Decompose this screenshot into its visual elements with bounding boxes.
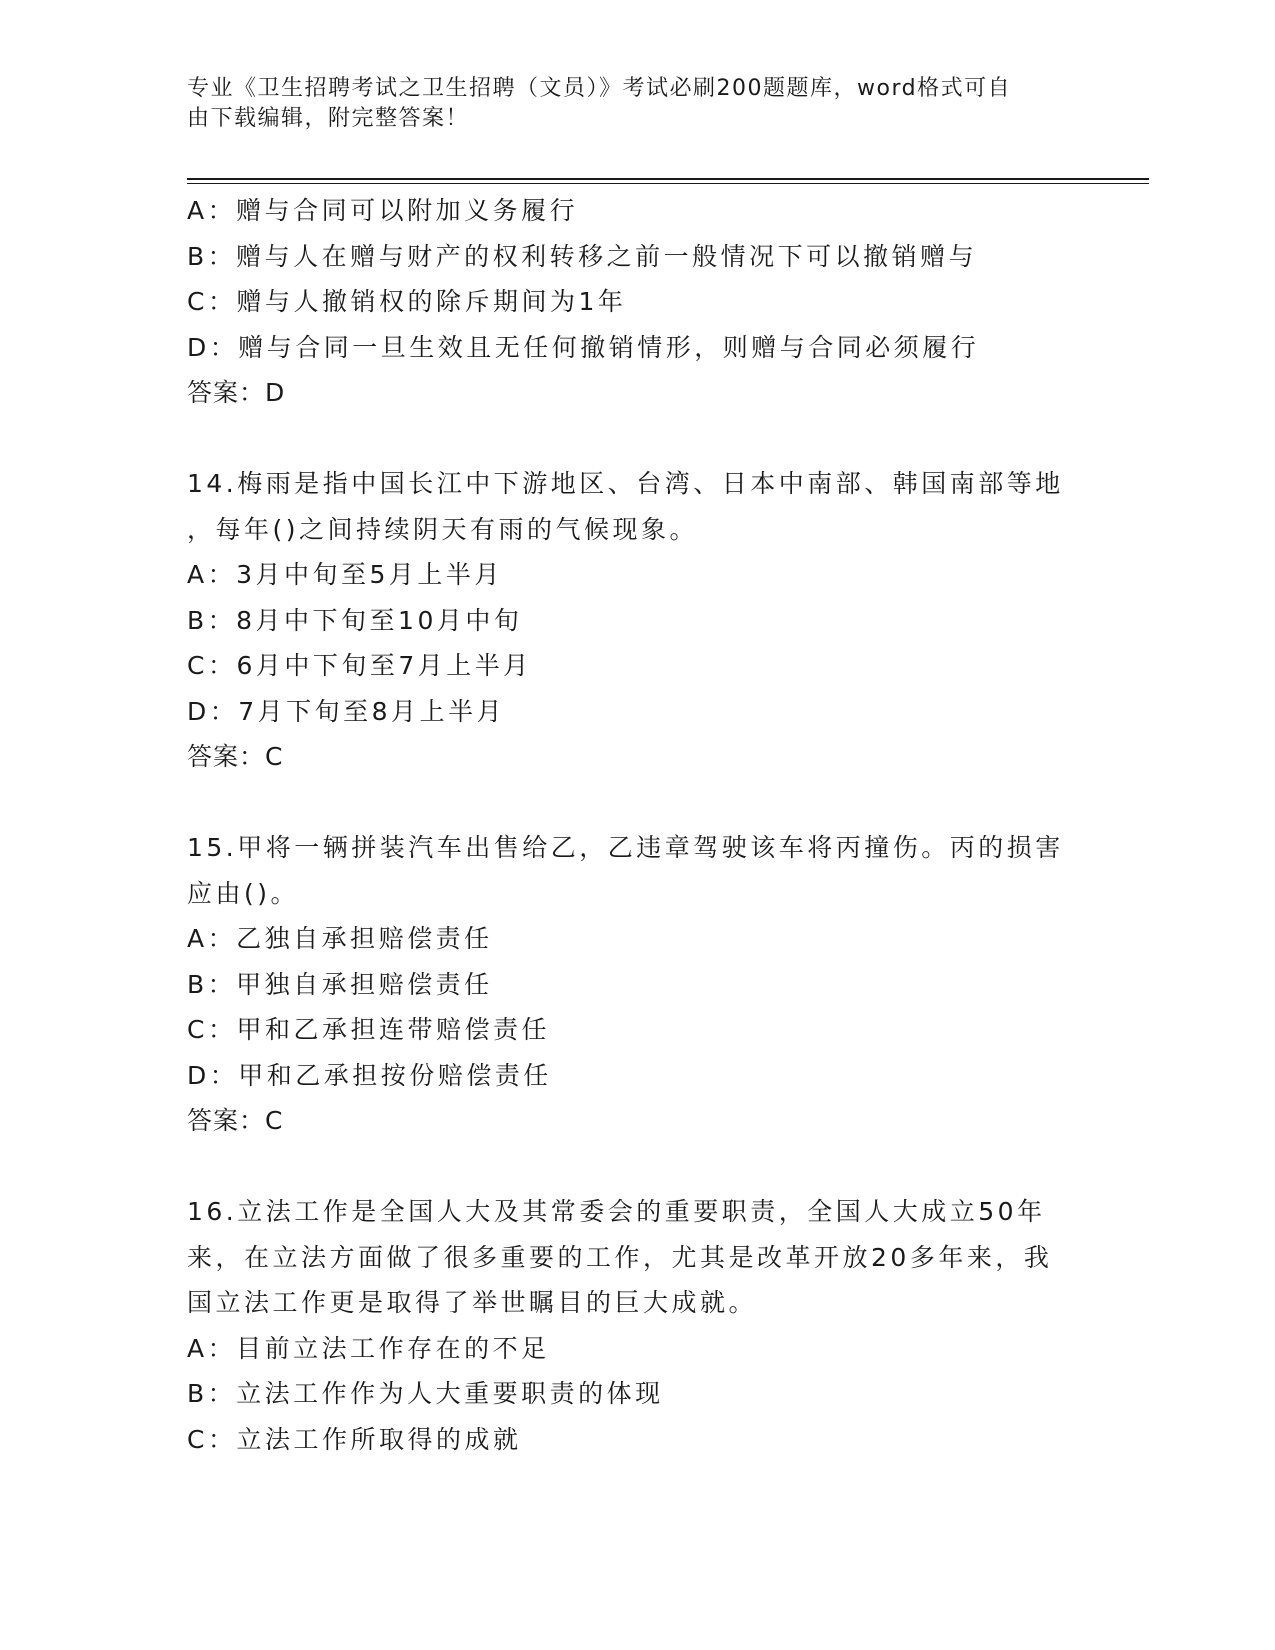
question-stem-line: 应由()。 xyxy=(187,878,300,908)
option-d: D：7月下旬至8月上半月 xyxy=(187,696,506,726)
answer: 答案：D xyxy=(187,378,286,407)
option-a: A：目前立法工作存在的不足 xyxy=(187,1333,550,1363)
spacer xyxy=(187,780,1087,826)
answer: 答案：C xyxy=(187,1106,284,1135)
question-stem-line: 国立法工作更是取得了举世瞩目的巨大成就。 xyxy=(187,1288,758,1317)
option-c: C：赠与人撤销权的除斥期间为1年 xyxy=(187,287,627,316)
question-stem-line: 16.立法工作是全国人大及其常委会的重要职责，全国人大成立50年 xyxy=(187,1197,1046,1226)
option-a: A：赠与合同可以附加义务履行 xyxy=(187,196,579,225)
option-b: B：甲独自承担赔偿责任 xyxy=(187,969,493,999)
question-list xyxy=(187,188,1087,1462)
option-c: C：甲和乙承担连带赔偿责任 xyxy=(187,1015,550,1044)
option-b: B：赠与人在赠与财产的权利转移之前一般情况下可以撤销赠与 xyxy=(187,241,978,271)
question-stem-line: 14.梅雨是指中国长江中下游地区、台湾、日本中南部、韩国南部等地 xyxy=(187,469,1064,498)
header-line-2: 由下载编辑，附完整答案！ xyxy=(187,106,470,131)
question-13 xyxy=(187,188,1087,416)
question-stem-line: 15.甲将一辆拼装汽车出售给乙，乙违章驾驶该车将丙撞伤。丙的损害 xyxy=(187,833,1064,862)
header-rule-thick xyxy=(187,178,1149,180)
spacer xyxy=(187,1144,1087,1190)
question-16 xyxy=(187,1189,1087,1462)
option-d: D：赠与合同一旦生效且无任何撤销情形，则赠与合同必须履行 xyxy=(187,332,980,362)
option-a: A：乙独自承担赔偿责任 xyxy=(187,924,493,953)
header-line-1: 专业《卫生招聘考试之卫生招聘（文员）》考试必刷200题题库，word格式可自 xyxy=(187,76,1012,101)
spacer xyxy=(187,416,1087,462)
header-rule-thin xyxy=(187,183,1149,184)
question-14 xyxy=(187,461,1087,780)
document-header xyxy=(187,74,1067,134)
option-a: A：3月中旬至5月上半月 xyxy=(187,560,503,589)
option-d: D：甲和乙承担按份赔偿责任 xyxy=(187,1060,552,1090)
answer: 答案：C xyxy=(187,742,284,771)
question-stem-line: 来，在立法方面做了很多重要的工作，尤其是改革开放20多年来，我 xyxy=(187,1242,1053,1272)
option-b: B：立法工作作为人大重要职责的体现 xyxy=(187,1379,664,1408)
option-b: B：8月中下旬至10月中旬 xyxy=(187,605,523,635)
question-15 xyxy=(187,825,1087,1144)
option-c: C：立法工作所取得的成就 xyxy=(187,1424,522,1454)
question-stem-line: ，每年()之间持续阴天有雨的气候现象。 xyxy=(187,514,699,544)
option-c: C：6月中下旬至7月上半月 xyxy=(187,651,532,680)
